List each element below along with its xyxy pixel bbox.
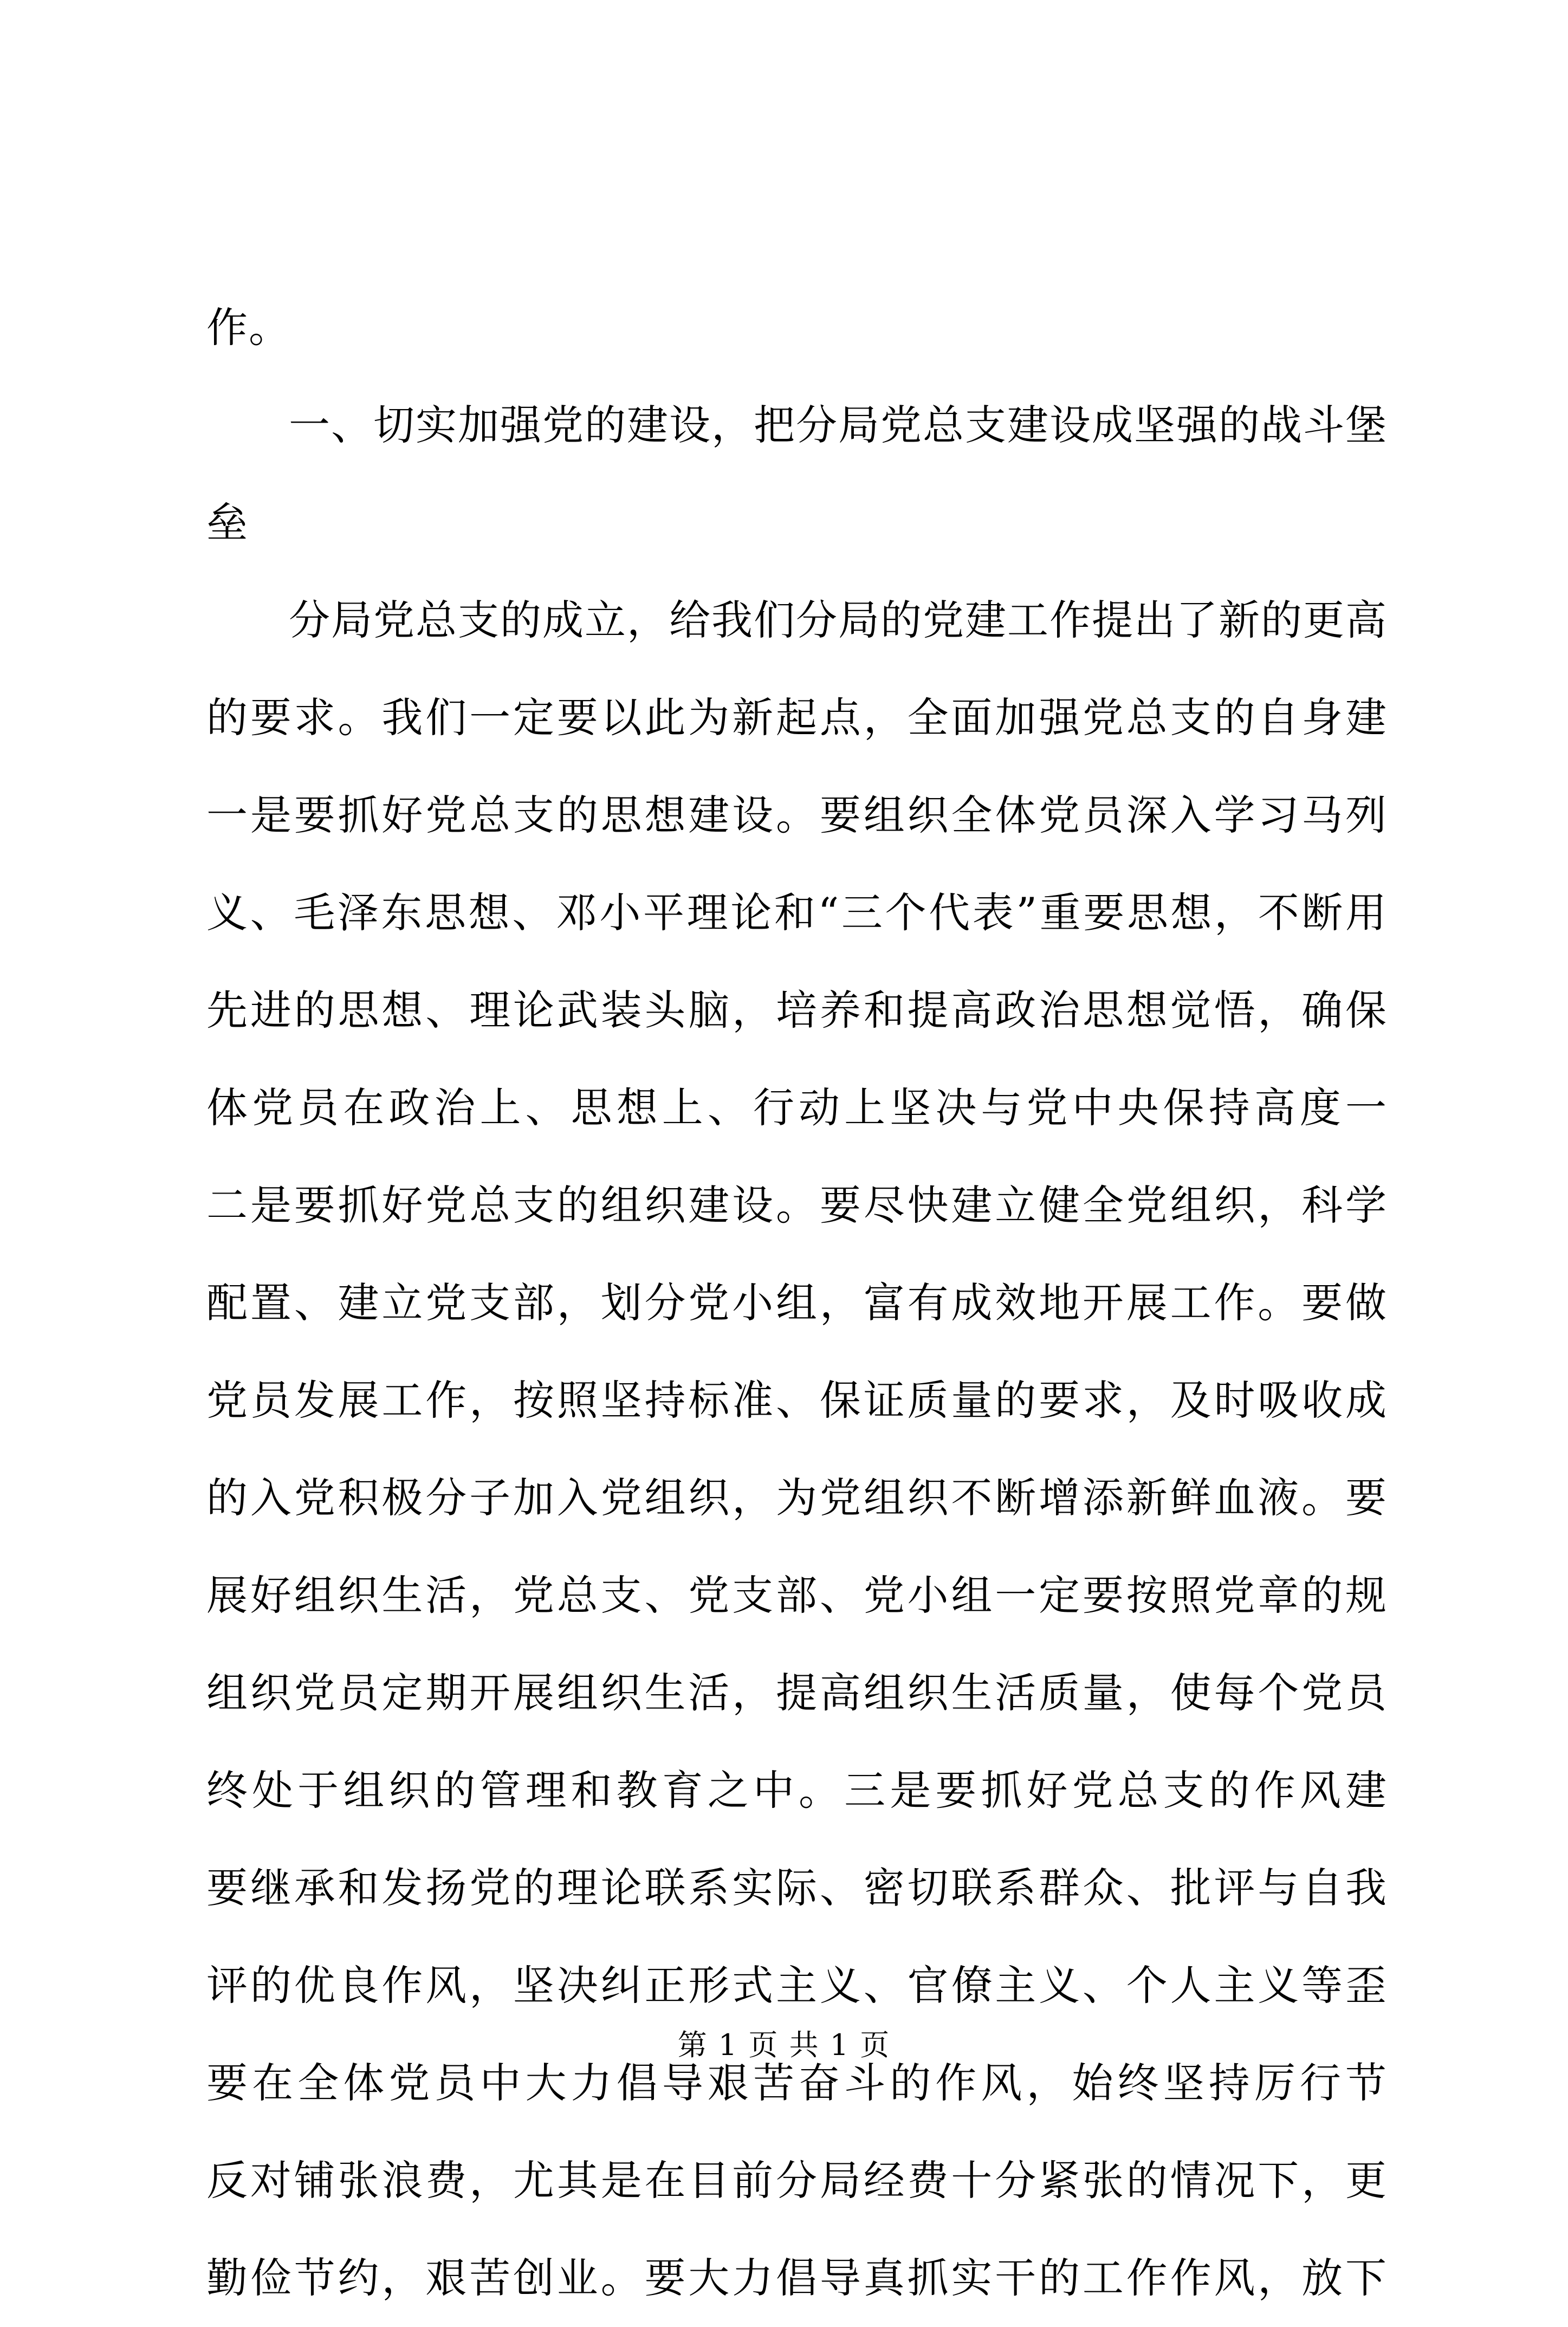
paragraph-line: 要继承和发扬党的理论联系实际、密切联系群众、批评与自我 [206, 1864, 1388, 1912]
paragraph-line: 先进的思想、理论武装头脑，培养和提高政治思想觉悟，确保 [206, 986, 1388, 1034]
paragraph-line: 分局党总支的成立，给我们分局的党建工作提出了新的更高 [289, 596, 1388, 644]
paragraph-line: 体党员在政治上、思想上、行动上坚决与党中央保持高度一 [206, 1084, 1388, 1132]
paragraph-line: 的要求。我们一定要以此为新起点，全面加强党总支的自身建 [206, 693, 1388, 742]
paragraph-line: 义、毛泽东思想、邓小平理论和“三个代表”重要思想，不断用 [206, 889, 1388, 937]
paragraph-line: 的入党积极分子加入党组织，为党组织不断增添新鲜血液。要 [206, 1474, 1388, 1522]
paragraph-line: 评的优良作风，坚决纠正形式主义、官僚主义、个人主义等歪 [206, 1961, 1388, 2010]
paragraph-line: 配置、建立党支部，划分党小组，富有成效地开展工作。要做 [206, 1279, 1388, 1327]
page-footer: 第 1 页 共 1 页 [677, 2028, 891, 2062]
paragraph-line: 二是要抓好党总支的组织建设。要尽快建立健全党组织，科学 [206, 1181, 1388, 1229]
document-body [206, 279, 1388, 2327]
paragraph-line: 反对铺张浪费，尤其是在目前分局经费十分紧张的情况下，更 [206, 2156, 1388, 2205]
paragraph-line: 党员发展工作，按照坚持标准、保证质量的要求，及时吸收成 [206, 1376, 1388, 1424]
paragraph-line: 一是要抓好党总支的思想建设。要组织全体党员深入学习马列 [206, 791, 1388, 839]
paragraph-line: 组织党员定期开展组织生活，提高组织生活质量，使每个党员 [206, 1669, 1388, 1717]
text-line: 作。 [206, 303, 291, 352]
section-heading-line: 垒 [206, 498, 249, 547]
paragraph-line: 要在全体党员中大力倡导艰苦奋斗的作风，始终坚持厉行节 [206, 2059, 1388, 2107]
section-heading-line: 一、切实加强党的建设，把分局党总支建设成坚强的战斗堡 [289, 401, 1388, 449]
paragraph-line: 展好组织生活，党总支、党支部、党小组一定要按照党章的规 [206, 1571, 1388, 1619]
paragraph-line: 勤俭节约，艰苦创业。要大力倡导真抓实干的工作作风，放下 [206, 2254, 1388, 2302]
paragraph-line: 终处于组织的管理和教育之中。三是要抓好党总支的作风建 [206, 1766, 1388, 1814]
